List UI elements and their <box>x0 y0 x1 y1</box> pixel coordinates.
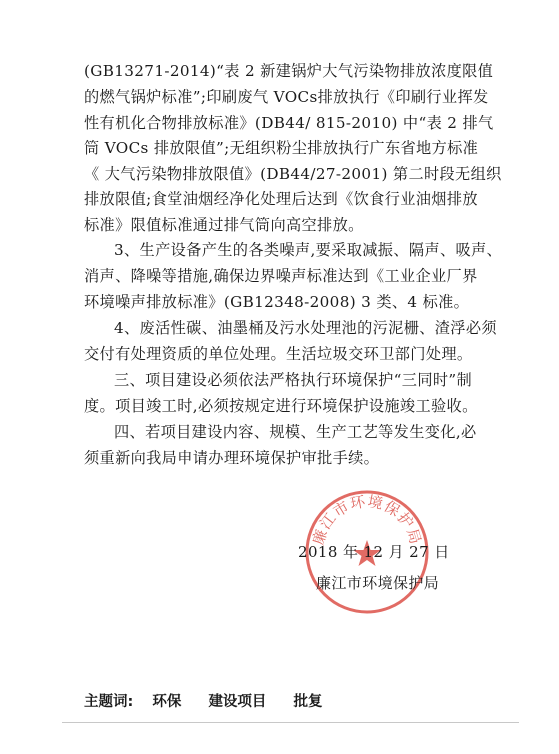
body-line: 4、废活性碳、油墨桶及污水处理池的污泥栅、渣浮必须 <box>114 319 497 337</box>
issue-date: 2018 年 12 月 27 日 <box>298 543 450 561</box>
body-line: 消声、降噪等措施,确保边界噪声标准达到《工业企业厂界 <box>84 267 478 285</box>
body-line: 的燃气锅炉标准”;印刷废气 VOCs排放执行《印刷行业挥发 <box>84 88 489 106</box>
footer-divider <box>62 722 519 723</box>
body-line: 交付有处理资质的单位处理。生活垃圾交环卫部门处理。 <box>84 345 473 363</box>
keyword: 批复 <box>293 694 323 710</box>
svg-text:廉江市环境保护局: 廉江市环境保护局 <box>309 492 425 548</box>
body-line: 三、项目建设必须依法严格执行环境保护“三同时”制 <box>114 371 473 389</box>
body-line: 《 大气污染物排放限值》(DB44/27-2001) 第二时段无组织 <box>84 165 502 183</box>
body-line: 筒 VOCs 排放限值”;无组织粉尘排放执行广东省地方标准 <box>84 139 479 157</box>
body-line: 标准》限值标准通过排气筒向高空排放。 <box>84 216 364 234</box>
keywords-label: 主题词: <box>84 694 134 710</box>
subject-keywords <box>84 690 345 711</box>
body-line: 3、生产设备产生的各类噪声,要采取减振、隔声、吸声、 <box>114 241 503 259</box>
body-line: 度。项目竣工时,必须按规定进行环境保护设施竣工验收。 <box>84 397 478 415</box>
body-line: 须重新向我局申请办理环境保护审批手续。 <box>84 449 380 467</box>
body-line: (GB13271-2014)“表 2 新建锅炉大气污染物排放浓度限值 <box>84 62 494 80</box>
body-line: 性有机化合物排放标准》(DB44/ 815-2010) 中“表 2 排气 <box>84 114 494 132</box>
keyword: 环保 <box>152 694 182 710</box>
body-line: 环境噪声排放标准》(GB12348-2008) 3 类、4 标准。 <box>84 293 470 311</box>
body-line: 四、若项目建设内容、规模、生产工艺等发生变化,必 <box>114 423 477 441</box>
keyword: 建设项目 <box>208 694 267 710</box>
issuing-organization: 廉江市环境保护局 <box>316 574 440 592</box>
body-line: 排放限值;食堂油烟经净化处理后达到《饮食行业油烟排放 <box>84 190 478 208</box>
